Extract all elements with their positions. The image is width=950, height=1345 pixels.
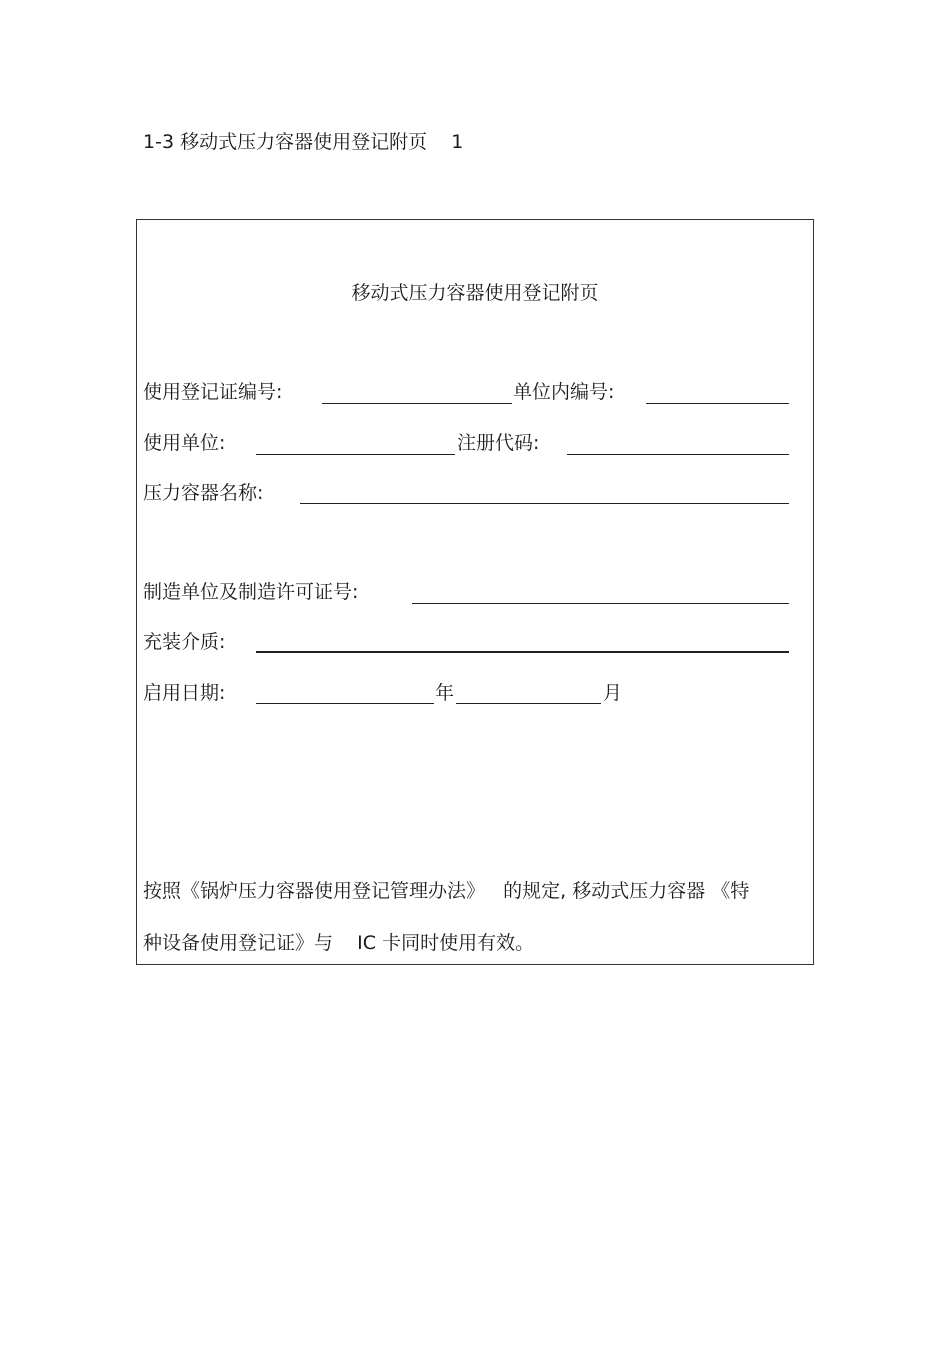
registration-code-field[interactable] — [567, 454, 789, 455]
registration-cert-no-field[interactable] — [322, 403, 512, 404]
start-month-field[interactable] — [456, 703, 601, 704]
note-line-2: 种设备使用登记证》与 IC 卡同时使用有效。 — [143, 932, 535, 954]
internal-no-label: 单位内编号: — [513, 381, 615, 403]
year-label: 年 — [435, 682, 455, 704]
user-unit-label: 使用单位: — [143, 432, 226, 454]
registration-code-label: 注册代码: — [457, 432, 540, 454]
internal-no-field[interactable] — [646, 403, 789, 404]
note-line-1: 按照《锅炉压力容器使用登记管理办法》 的规定, 移动式压力容器 《特 — [143, 880, 750, 902]
start-year-field[interactable] — [256, 703, 434, 704]
page-heading: 1-3 移动式压力容器使用登记附页 1 — [143, 131, 464, 153]
manufacturer-field[interactable] — [412, 603, 789, 604]
vessel-name-field[interactable] — [300, 503, 789, 504]
vessel-name-label: 压力容器名称: — [143, 482, 264, 504]
medium-label: 充装介质: — [143, 631, 226, 653]
registration-cert-no-label: 使用登记证编号: — [143, 381, 283, 403]
manufacturer-label: 制造单位及制造许可证号: — [143, 581, 359, 603]
start-date-label: 启用日期: — [143, 682, 226, 704]
form-title: 移动式压力容器使用登记附页 — [351, 282, 599, 304]
month-label: 月 — [603, 682, 623, 704]
user-unit-field[interactable] — [256, 454, 455, 455]
medium-field[interactable] — [256, 651, 789, 653]
